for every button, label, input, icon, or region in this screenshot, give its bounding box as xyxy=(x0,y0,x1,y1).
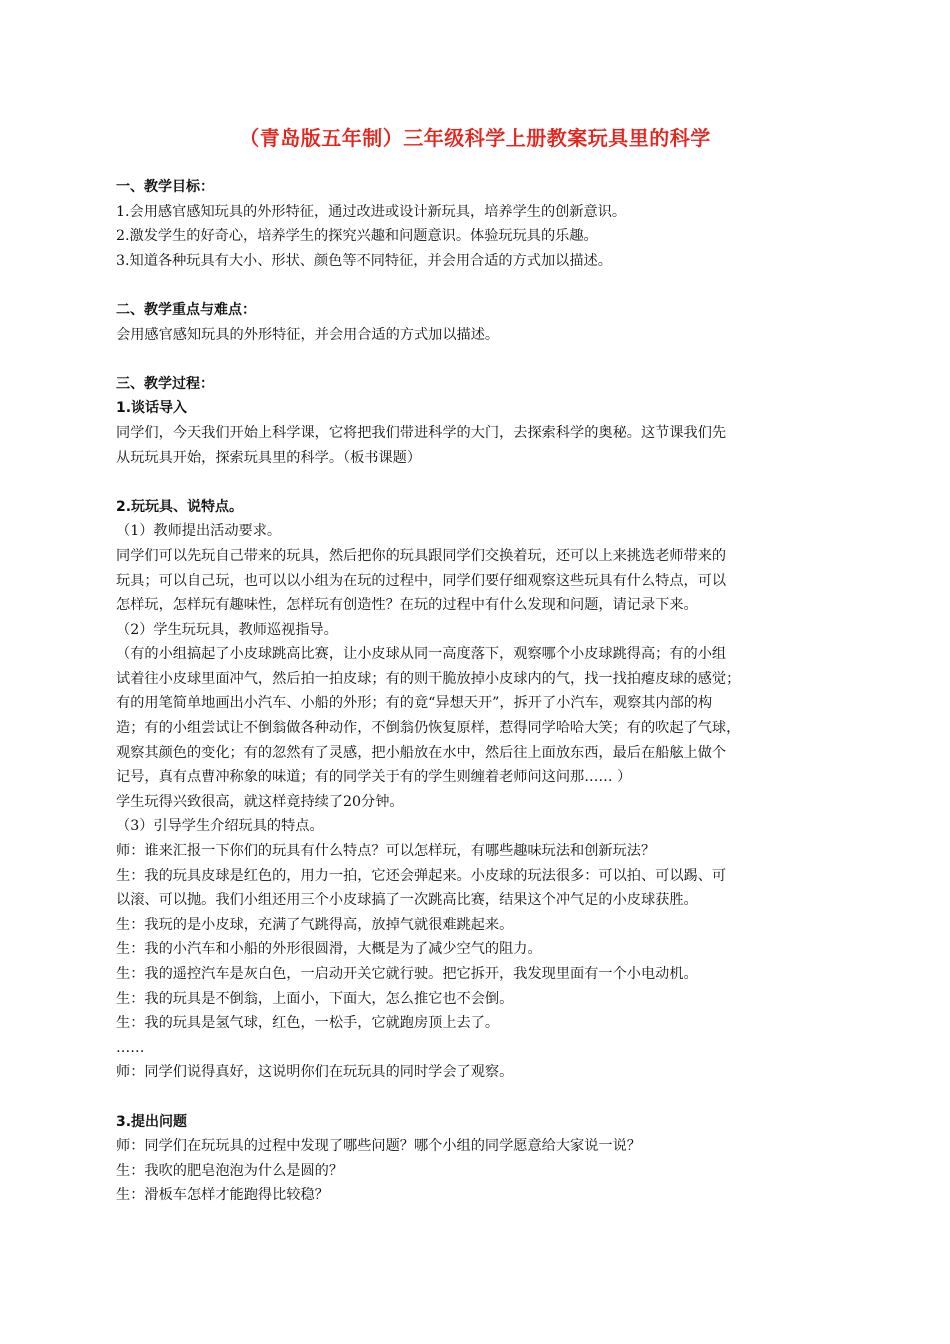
paragraph-line: 同学们可以先玩自己带来的玩具，然后把你的玩具跟同学们交换着玩，还可以上来挑选老师带来的 xyxy=(116,547,727,564)
paragraph-line: 生：我的玩具皮球是红色的，用力一拍，它还会弹起来。小皮球的玩法很多：可以拍、可以踢、可 xyxy=(116,867,727,884)
paragraph-line: （3）引导学生介绍玩具的特点。 xyxy=(116,818,324,835)
paragraph-line: 试着往小皮球里面冲气，然后拍一拍皮球；有的则干脆放掉小皮球内的气，找一找拍瘪皮球的感觉； xyxy=(116,670,741,687)
section-heading-key-points: 二、教学重点与难点： xyxy=(116,301,256,318)
paragraph-line: 生：我吹的肥皂泡泡为什么是圆的？ xyxy=(116,1162,344,1179)
paragraph-line: 师：同学们说得真好，这说明你们在玩玩具的同时学会了观察。 xyxy=(116,1064,514,1081)
part-heading-questions: 3.提出问题 xyxy=(116,1113,188,1130)
section-heading-objectives: 一、教学目标： xyxy=(116,179,214,195)
objective-item: 2.激发学生的好奇心，培养学生的探究兴趣和问题意识。体验玩玩具的乐趣。 xyxy=(116,228,598,245)
part-heading-intro: 1.谈话导入 xyxy=(116,400,188,417)
spacer xyxy=(116,273,838,298)
paragraph-line: 记号，真有点曹冲称象的味道；有的同学关于有的学生则缠着老师问这问那…… ） xyxy=(116,769,632,786)
paragraph-line: 同学们，今天我们开始上科学课，它将把我们带进科学的大门，去探索科学的奥秘。这节课我们先 xyxy=(116,424,727,441)
paragraph-line: 造；有的小组尝试让不倒翁做各种动作，不倒翁仍恢复原样，惹得同学哈哈大笑；有的吹起了气球， xyxy=(116,720,741,737)
paragraph-line: 生：我玩的是小皮球，充满了气跳得高，放掉气就很难跳起来。 xyxy=(116,916,514,933)
paragraph-line: 有的用笔简单地画出小汽车、小船的外形；有的竟“异想天开”，拆开了小汽车，观察其内部的构 xyxy=(116,695,713,712)
objective-item: 1.会用感官感知玩具的外形特征，通过改进或设计新玩具，培养学生的创新意识。 xyxy=(116,203,627,220)
paragraph-line: 从玩玩具开始，探索玩具里的科学。（板书课题） xyxy=(116,449,422,466)
paragraph-line: 师：谁来汇报一下你们的玩具有什么特点？可以怎样玩，有哪些趣味玩法和创新玩法？ xyxy=(116,843,656,860)
objective-item: 3.知道各种玩具有大小、形状、颜色等不同特征，并会用合适的方式加以描述。 xyxy=(116,252,612,269)
paragraph-line: 生：我的遥控汽车是灰白色，一启动开关它就行驶。把它拆开，我发现里面有一个小电动机。 xyxy=(116,966,698,982)
spacer xyxy=(116,347,838,372)
paragraph-line: （2）学生玩玩具，教师巡视指导。 xyxy=(116,621,338,638)
paragraph-line: 玩具；可以自己玩，也可以以小组为在玩的过程中，同学们要仔细观察这些玩具有什么特点，可以 xyxy=(116,572,727,589)
paragraph-line: （1）教师提出活动要求。 xyxy=(116,523,282,540)
spacer xyxy=(116,1085,838,1110)
paragraph-line: 生：滑板车怎样才能跑得比较稳？ xyxy=(116,1187,329,1204)
part-heading-play-toys: 2.玩玩具、说特点。 xyxy=(116,498,244,515)
key-points-text: 会用感官感知玩具的外形特征，并会用合适的方式加以描述。 xyxy=(116,326,500,343)
paragraph-line: 师：同学们在玩玩具的过程中发现了哪些问题？哪个小组的同学愿意给大家说一说？ xyxy=(116,1138,641,1155)
paragraph-line: 怎样玩，怎样玩有趣味性，怎样玩有创造性？在玩的过程中有什么发现和问题，请记录下来。 xyxy=(116,597,698,614)
document-body xyxy=(116,175,838,1208)
section-heading-process: 三、教学过程： xyxy=(116,375,214,392)
paragraph-line: 以滚、可以抛。我们小组还用三个小皮球搞了一次跳高比赛，结果这个冲气足的小皮球获胜。 xyxy=(116,892,698,909)
paragraph-line: 生：我的玩具是氢气球，红色，一松手，它就跑房顶上去了。 xyxy=(116,1015,500,1032)
paragraph-line: 观察其颜色的变化；有的忽然有了灵感，把小船放在水中，然后往上面放东西，最后在船舷上做个 xyxy=(116,744,727,761)
spacer xyxy=(116,470,838,495)
paragraph-line: 学生玩得兴致很高，就这样竟持续了20分钟。 xyxy=(116,793,404,810)
document-title: （青岛版五年制）三年级科学上册教案玩具里的科学 xyxy=(239,126,711,150)
paragraph-line: （有的小组搞起了小皮球跳高比赛，让小皮球从同一高度落下，观察哪个小皮球跳得高；有的小组 xyxy=(116,646,727,663)
paragraph-line: 生：我的玩具是不倒翁，上面小，下面大，怎么推它也不会倒。 xyxy=(116,990,514,1007)
paragraph-line: 生：我的小汽车和小船的外形很圆滑，大概是为了减少空气的阻力。 xyxy=(116,941,542,958)
paragraph-line: …… xyxy=(116,1039,145,1056)
